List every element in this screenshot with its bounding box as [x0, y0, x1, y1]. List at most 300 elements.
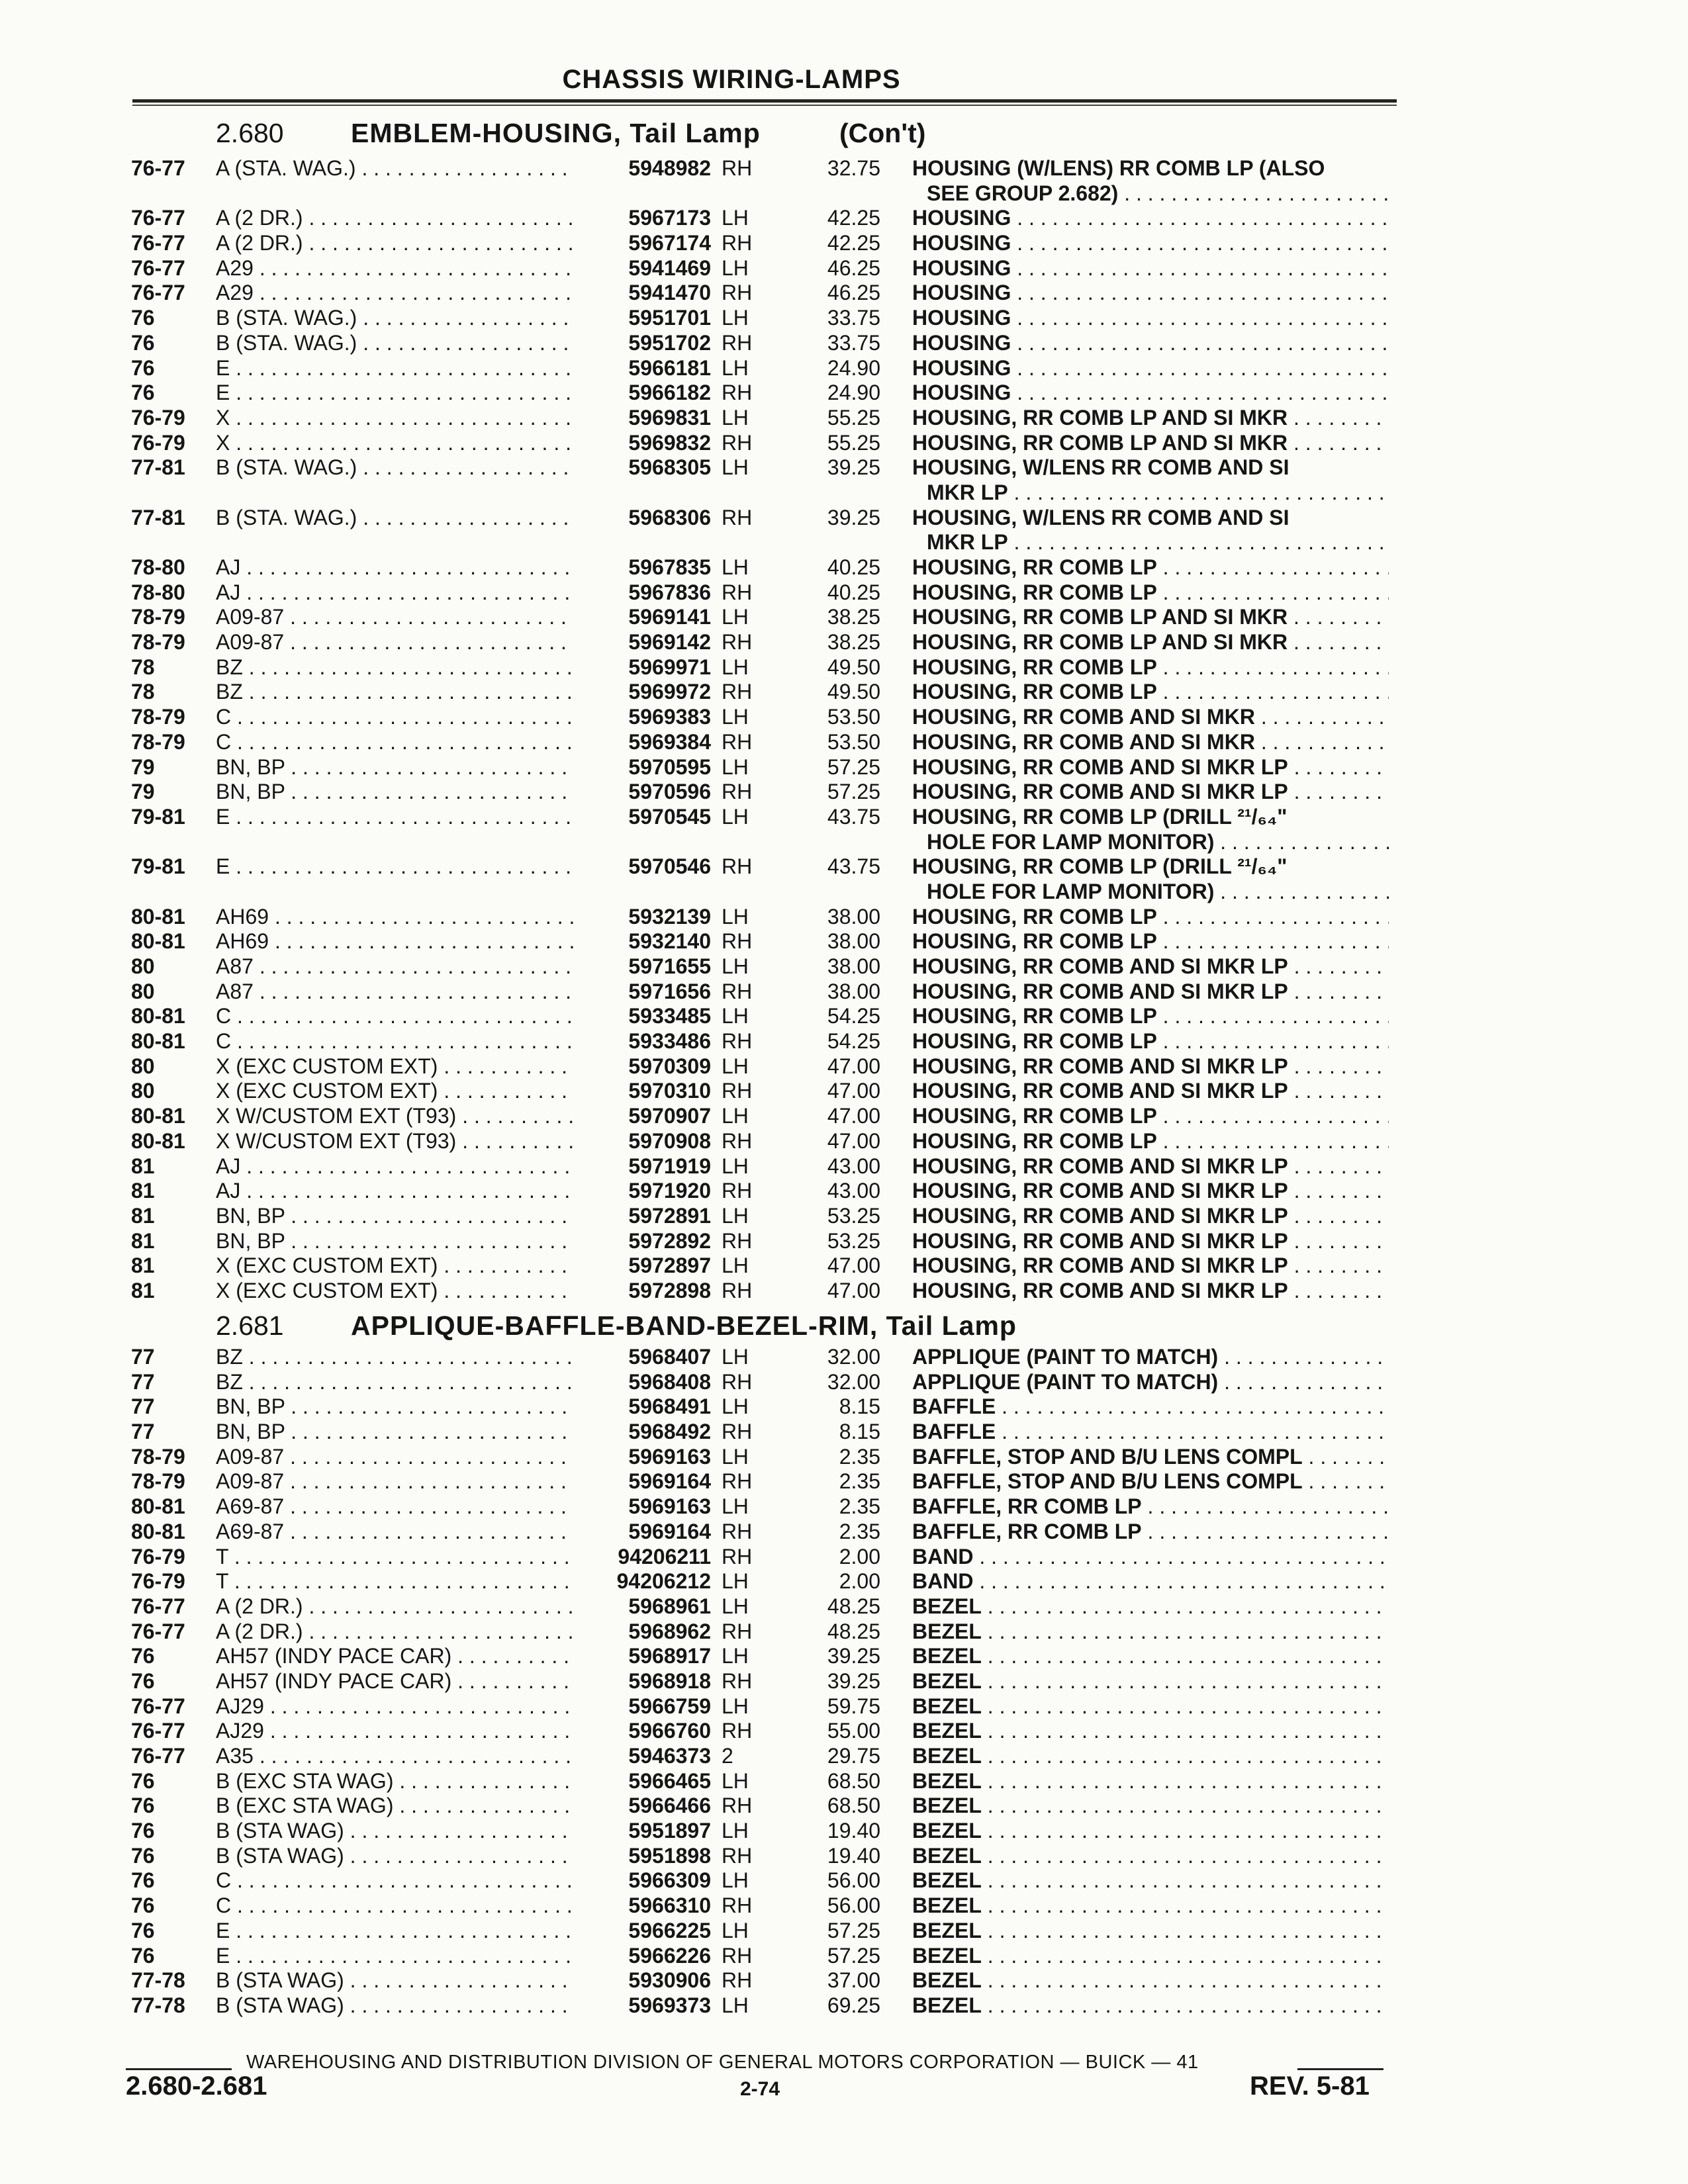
- model-code: B (STA WAG) . . .: [216, 1993, 573, 2019]
- side: RH: [722, 929, 753, 954]
- price: 39.25: [827, 1668, 880, 1693]
- table-row: [0, 1345, 1688, 1370]
- model-code: X W/CUSTOM EXT (T93) . . .: [216, 1104, 573, 1129]
- table-row: [0, 805, 1688, 830]
- model-code: E . . .: [216, 854, 573, 880]
- table-row: [0, 905, 1688, 930]
- model-year: 76-79: [131, 430, 185, 455]
- model-code: AH57 (INDY PACE CAR) . . .: [216, 1669, 573, 1694]
- part-number: 5967173: [628, 206, 711, 230]
- description: BEZEL . . .: [912, 1794, 1389, 1819]
- part-number: 5932140: [628, 929, 711, 954]
- side: LH: [722, 1253, 749, 1278]
- table-row: [0, 431, 1688, 456]
- side: RH: [722, 1519, 753, 1543]
- table-row: [0, 605, 1688, 630]
- model-year: 76: [131, 355, 155, 380]
- table-row: [0, 1154, 1688, 1179]
- model-code: C . . .: [216, 1029, 573, 1054]
- part-number: 5970908: [628, 1128, 711, 1153]
- side: LH: [722, 1569, 749, 1594]
- part-number: 5966182: [628, 381, 711, 405]
- table-row: [0, 1445, 1688, 1470]
- table-row: [0, 1494, 1688, 1520]
- table-row: [0, 979, 1688, 1005]
- description-continued: SEE GROUP 2.682) . . .: [927, 181, 1389, 206]
- footer-text: WAREHOUSING AND DISTRIBUTION DIVISION OF GENERAL MOTORS CORPORATION — BUICK — 41: [246, 2052, 1199, 2073]
- price: 38.25: [827, 605, 880, 629]
- side: LH: [722, 804, 749, 829]
- model-code: A69-87 . . .: [216, 1520, 573, 1545]
- model-code: X (EXC CUSTOM EXT) . . .: [216, 1253, 573, 1279]
- part-number: 5969373: [628, 1993, 711, 2017]
- description: BAFFLE, RR COMB LP . . .: [912, 1520, 1389, 1545]
- table-row: [0, 1029, 1688, 1054]
- side: RH: [722, 1668, 753, 1693]
- price: 19.40: [827, 1843, 880, 1868]
- price: 47.00: [827, 1104, 880, 1128]
- table-row: [0, 1179, 1688, 1204]
- price: 43.75: [827, 854, 880, 879]
- price: 43.00: [827, 1154, 880, 1178]
- part-number: 5969163: [628, 1494, 711, 1519]
- model-year: 79: [131, 754, 155, 779]
- model-year: 76: [131, 1918, 155, 1942]
- model-code: C . . .: [216, 1893, 573, 1919]
- description: BEZEL . . .: [912, 1719, 1389, 1744]
- table-row-continuation: [0, 181, 1688, 206]
- model-code: B (STA. WAG.) . . .: [216, 331, 573, 356]
- model-code: BN, BP . . .: [216, 755, 573, 780]
- price: 38.00: [827, 929, 880, 954]
- price: 8.15: [839, 1420, 880, 1444]
- model-code: BN, BP . . .: [216, 1420, 573, 1445]
- side: RH: [722, 281, 753, 305]
- part-number: 5951701: [628, 306, 711, 330]
- model-year: 76-77: [131, 255, 185, 280]
- part-number: 5969971: [628, 655, 711, 679]
- description: HOUSING, RR COMB LP . . .: [912, 680, 1389, 705]
- description: BEZEL . . .: [912, 1694, 1389, 1719]
- side: RH: [722, 1128, 753, 1153]
- price: 55.25: [827, 430, 880, 455]
- table-row: [0, 1370, 1688, 1395]
- model-year: 76-77: [131, 156, 185, 180]
- description: BEZEL . . .: [912, 1769, 1389, 1794]
- price: 8.15: [839, 1394, 880, 1419]
- description: HOUSING, RR COMB LP . . .: [912, 1004, 1389, 1029]
- side: RH: [722, 1794, 753, 1818]
- model-year: 76: [131, 1843, 155, 1868]
- table-row: [0, 256, 1688, 281]
- model-year: 76-79: [131, 1569, 185, 1594]
- side: RH: [722, 1278, 753, 1302]
- model-year: 78-80: [131, 580, 185, 604]
- side: LH: [722, 1054, 749, 1078]
- description: HOUSING, RR COMB AND SI MKR . . .: [912, 730, 1389, 755]
- side: RH: [722, 1228, 753, 1253]
- table-row: [0, 156, 1688, 181]
- side: LH: [722, 954, 749, 978]
- model-code: BN, BP . . .: [216, 1229, 573, 1254]
- side: LH: [722, 1594, 749, 1618]
- model-year: 77-81: [131, 505, 185, 529]
- description: HOUSING, RR COMB LP . . .: [912, 555, 1389, 580]
- model-code: A (2 DR.) . . .: [216, 206, 573, 231]
- table-row: [0, 506, 1688, 531]
- price: 68.50: [827, 1768, 880, 1793]
- side: RH: [722, 1544, 753, 1569]
- model-year: 80: [131, 1079, 155, 1103]
- model-code: E . . .: [216, 381, 573, 406]
- side: LH: [722, 1868, 749, 1893]
- side: RH: [722, 979, 753, 1003]
- table-row: [0, 1469, 1688, 1494]
- price: 47.00: [827, 1054, 880, 1078]
- side: LH: [722, 306, 749, 330]
- table-row: [0, 231, 1688, 256]
- model-code: E . . .: [216, 1919, 573, 1944]
- model-code: C . . .: [216, 1004, 573, 1029]
- table-row: [0, 1669, 1688, 1694]
- model-year: 76: [131, 330, 155, 355]
- model-year: 79-81: [131, 854, 185, 879]
- side: RH: [722, 1943, 753, 1968]
- side: 2: [722, 1744, 733, 1768]
- part-number: 5966181: [628, 355, 711, 380]
- side: LH: [722, 904, 749, 929]
- model-year: 78-79: [131, 605, 185, 629]
- table-row: [0, 630, 1688, 655]
- side: RH: [722, 854, 753, 879]
- side: LH: [722, 1768, 749, 1793]
- model-code: E . . .: [216, 805, 573, 830]
- model-code: B (STA. WAG.) . . .: [216, 306, 573, 331]
- table-row: [0, 1545, 1688, 1570]
- footer-rule-left: [126, 2068, 232, 2070]
- table-row: [0, 730, 1688, 755]
- price: 32.00: [827, 1345, 880, 1369]
- model-year: 76-77: [131, 1594, 185, 1618]
- price: 2.35: [839, 1469, 880, 1494]
- description: HOUSING . . .: [912, 306, 1389, 331]
- price: 53.50: [827, 729, 880, 754]
- part-number: 5972891: [628, 1203, 711, 1228]
- side: RH: [722, 1619, 753, 1643]
- model-year: 77-78: [131, 1993, 185, 2017]
- model-code: A87 . . .: [216, 954, 573, 979]
- model-code: A (2 DR.) . . .: [216, 231, 573, 256]
- section-number: 2.680: [216, 118, 284, 148]
- table-row: [0, 929, 1688, 954]
- part-number: 5972897: [628, 1253, 711, 1278]
- price: 33.75: [827, 306, 880, 330]
- model-code: AH69 . . .: [216, 905, 573, 930]
- description: HOUSING, RR COMB AND SI MKR LP . . .: [912, 1253, 1389, 1279]
- side: LH: [722, 1203, 749, 1228]
- description: HOUSING, RR COMB LP (DRILL ²¹/₆₄": [912, 804, 1288, 829]
- part-number: 5968492: [628, 1420, 711, 1444]
- side: LH: [722, 1444, 749, 1469]
- description: HOUSING, RR COMB AND SI MKR . . .: [912, 705, 1389, 730]
- table-row: [0, 1129, 1688, 1154]
- price: 49.50: [827, 655, 880, 679]
- description: BEZEL . . .: [912, 1868, 1389, 1893]
- description: HOUSING, RR COMB AND SI MKR LP . . .: [912, 1154, 1389, 1179]
- price: 38.00: [827, 904, 880, 929]
- model-code: BZ . . .: [216, 680, 573, 705]
- side: RH: [722, 1968, 753, 1993]
- price: 42.25: [827, 231, 880, 255]
- table-row: [0, 580, 1688, 606]
- table-row: [0, 1594, 1688, 1619]
- footer-page-number: 2-74: [740, 2078, 780, 2100]
- description-continued: MKR LP . . .: [927, 480, 1389, 506]
- price: 2.35: [839, 1519, 880, 1543]
- model-code: AH69 . . .: [216, 929, 573, 954]
- model-year: 76-77: [131, 1719, 185, 1743]
- part-number: 5968962: [628, 1619, 711, 1643]
- part-number: 5933486: [628, 1029, 711, 1054]
- table-row: [0, 1968, 1688, 1993]
- model-year: 76-77: [131, 1694, 185, 1718]
- description: BEZEL . . .: [912, 1819, 1389, 1844]
- part-number: 5970596: [628, 780, 711, 804]
- model-year: 76-77: [131, 1744, 185, 1768]
- description: BAFFLE . . .: [912, 1420, 1389, 1445]
- side: RH: [722, 505, 753, 529]
- side: LH: [722, 1154, 749, 1178]
- model-code: AJ29 . . .: [216, 1694, 573, 1719]
- header-rule-thin: [132, 105, 1397, 106]
- description-continued: HOLE FOR LAMP MONITOR) . . .: [927, 830, 1389, 855]
- table-row: [0, 1919, 1688, 1944]
- model-code: A09-87 . . .: [216, 630, 573, 655]
- part-number: 5966759: [628, 1694, 711, 1718]
- price: 68.50: [827, 1794, 880, 1818]
- description-continued: MKR LP . . .: [927, 530, 1389, 555]
- price: 53.50: [827, 705, 880, 729]
- model-year: 78-79: [131, 1469, 185, 1494]
- price: 48.25: [827, 1619, 880, 1643]
- description: HOUSING, RR COMB LP . . .: [912, 1104, 1389, 1129]
- price: 24.90: [827, 355, 880, 380]
- table-row-continuation: [0, 480, 1688, 506]
- description: HOUSING, RR COMB LP . . .: [912, 929, 1389, 954]
- table-row: [0, 1520, 1688, 1545]
- table-row: [0, 306, 1688, 331]
- model-year: 76-79: [131, 405, 185, 430]
- model-year: 80: [131, 1054, 155, 1078]
- model-code: A09-87 . . .: [216, 1469, 573, 1494]
- model-year: 76: [131, 1943, 155, 1968]
- description: HOUSING, RR COMB LP . . .: [912, 905, 1389, 930]
- model-year: 76: [131, 1768, 155, 1793]
- model-code: BN, BP . . .: [216, 1394, 573, 1420]
- part-number: 5971656: [628, 979, 711, 1003]
- side: RH: [722, 330, 753, 355]
- table-row: [0, 680, 1688, 705]
- part-number: 5968407: [628, 1345, 711, 1369]
- model-code: C . . .: [216, 705, 573, 730]
- part-number: 5970309: [628, 1054, 711, 1078]
- part-number: 5946373: [628, 1744, 711, 1768]
- description: BEZEL . . .: [912, 1844, 1389, 1869]
- model-code: A09-87 . . .: [216, 1445, 573, 1470]
- description: HOUSING, RR COMB AND SI MKR LP . . .: [912, 1079, 1389, 1104]
- model-year: 77-78: [131, 1968, 185, 1993]
- price: 53.25: [827, 1228, 880, 1253]
- price: 38.00: [827, 979, 880, 1003]
- side: LH: [722, 1004, 749, 1028]
- table-row: [0, 1694, 1688, 1719]
- table-row: [0, 406, 1688, 431]
- model-code: X W/CUSTOM EXT (T93) . . .: [216, 1129, 573, 1154]
- table-row: [0, 206, 1688, 231]
- section-title: EMBLEM-HOUSING, Tail Lamp: [351, 118, 761, 148]
- model-year: 76: [131, 1893, 155, 1918]
- model-code: A (2 DR.) . . .: [216, 1619, 573, 1645]
- price: 57.25: [827, 780, 880, 804]
- model-year: 76-77: [131, 1619, 185, 1643]
- part-number: 5972892: [628, 1228, 711, 1253]
- description: BAFFLE, STOP AND B/U LENS COMPL . . .: [912, 1445, 1389, 1470]
- table-row: [0, 1229, 1688, 1254]
- table-row: [0, 1993, 1688, 2019]
- table-row: [0, 780, 1688, 805]
- model-year: 80-81: [131, 1128, 185, 1153]
- side: RH: [722, 1469, 753, 1494]
- table-row: [0, 1079, 1688, 1104]
- side: LH: [722, 655, 749, 679]
- price: 54.25: [827, 1004, 880, 1028]
- part-number: 5941470: [628, 281, 711, 305]
- description: BEZEL . . .: [912, 1944, 1389, 1969]
- price: 32.75: [827, 156, 880, 180]
- price: 42.25: [827, 206, 880, 230]
- price: 37.00: [827, 1968, 880, 1993]
- model-code: A69-87 . . .: [216, 1494, 573, 1520]
- model-year: 80-81: [131, 1494, 185, 1519]
- part-number: 5968917: [628, 1644, 711, 1668]
- side: LH: [722, 455, 749, 480]
- table-row-continuation: [0, 530, 1688, 555]
- model-code: X (EXC CUSTOM EXT) . . .: [216, 1054, 573, 1079]
- model-year: 76: [131, 1644, 155, 1668]
- side: RH: [722, 430, 753, 455]
- description-continued: HOLE FOR LAMP MONITOR) . . .: [927, 880, 1389, 905]
- price: 47.00: [827, 1278, 880, 1302]
- model-year: 76: [131, 1819, 155, 1843]
- description: HOUSING, W/LENS RR COMB AND SI: [912, 505, 1289, 529]
- model-code: A (STA. WAG.) . . .: [216, 156, 573, 181]
- footer-section-range: 2.680-2.681: [126, 2071, 267, 2101]
- part-number: 5968306: [628, 505, 711, 529]
- model-year: 80: [131, 954, 155, 978]
- side: RH: [722, 1079, 753, 1103]
- side: RH: [722, 630, 753, 655]
- model-year: 81: [131, 1278, 155, 1302]
- side: RH: [722, 381, 753, 405]
- model-code: T . . .: [216, 1545, 573, 1570]
- table-row: [0, 1420, 1688, 1445]
- model-code: X . . .: [216, 431, 573, 456]
- price: 69.25: [827, 1993, 880, 2017]
- side: LH: [722, 1993, 749, 2017]
- model-year: 77: [131, 1345, 155, 1369]
- model-year: 77-81: [131, 455, 185, 480]
- model-code: X (EXC CUSTOM EXT) . . .: [216, 1279, 573, 1304]
- table-row: [0, 854, 1688, 880]
- part-number: 5932139: [628, 904, 711, 929]
- model-code: B (STA WAG) . . .: [216, 1819, 573, 1844]
- description: HOUSING, RR COMB LP . . .: [912, 1029, 1389, 1054]
- description: HOUSING (W/LENS) RR COMB LP (ALSO: [912, 156, 1325, 180]
- model-code: B (STA. WAG.) . . .: [216, 506, 573, 531]
- part-number: 5972898: [628, 1278, 711, 1302]
- model-year: 78-79: [131, 705, 185, 729]
- description: HOUSING . . .: [912, 281, 1389, 306]
- page-title: CHASSIS WIRING-LAMPS: [562, 65, 901, 94]
- part-number: 5969972: [628, 680, 711, 704]
- part-number: 5968408: [628, 1369, 711, 1394]
- part-number: 5967174: [628, 231, 711, 255]
- description: HOUSING . . .: [912, 356, 1389, 381]
- part-number: 5966310: [628, 1893, 711, 1918]
- part-number: 5968305: [628, 455, 711, 480]
- model-year: 76-77: [131, 206, 185, 230]
- table-row: [0, 1569, 1688, 1594]
- side: LH: [722, 255, 749, 280]
- description: HOUSING, RR COMB LP AND SI MKR . . .: [912, 406, 1389, 431]
- part-number: 5966309: [628, 1868, 711, 1893]
- part-number: 5969141: [628, 605, 711, 629]
- model-year: 78: [131, 655, 155, 679]
- description: BAND . . .: [912, 1545, 1389, 1570]
- table-row: [0, 1204, 1688, 1229]
- description: HOUSING, RR COMB AND SI MKR LP . . .: [912, 1179, 1389, 1204]
- model-code: X (EXC CUSTOM EXT) . . .: [216, 1079, 573, 1104]
- side: RH: [722, 1420, 753, 1444]
- description: HOUSING, RR COMB AND SI MKR LP . . .: [912, 954, 1389, 979]
- part-number: 5971920: [628, 1179, 711, 1203]
- price: 39.25: [827, 505, 880, 529]
- side: LH: [722, 1104, 749, 1128]
- section-number: 2.681: [216, 1310, 284, 1341]
- section-header-2-680: [0, 118, 1688, 147]
- description: HOUSING, RR COMB LP AND SI MKR . . .: [912, 605, 1389, 630]
- part-number: 5970310: [628, 1079, 711, 1103]
- table-row: [0, 1893, 1688, 1919]
- price: 2.00: [839, 1569, 880, 1594]
- model-year: 78-80: [131, 555, 185, 579]
- price: 57.25: [827, 754, 880, 779]
- table-row: [0, 1253, 1688, 1279]
- price: 29.75: [827, 1744, 880, 1768]
- description: APPLIQUE (PAINT TO MATCH) . . .: [912, 1345, 1389, 1370]
- part-number: 94206212: [616, 1569, 711, 1594]
- price: 47.00: [827, 1079, 880, 1103]
- description: HOUSING, RR COMB AND SI MKR LP . . .: [912, 1279, 1389, 1304]
- model-code: B (EXC STA WAG) . . .: [216, 1794, 573, 1819]
- description: HOUSING, RR COMB LP AND SI MKR . . .: [912, 431, 1389, 456]
- table-row: [0, 1279, 1688, 1304]
- side: RH: [722, 1843, 753, 1868]
- model-year: 76-79: [131, 1544, 185, 1569]
- side: RH: [722, 1029, 753, 1054]
- model-year: 79-81: [131, 804, 185, 829]
- description: BEZEL . . .: [912, 1893, 1389, 1919]
